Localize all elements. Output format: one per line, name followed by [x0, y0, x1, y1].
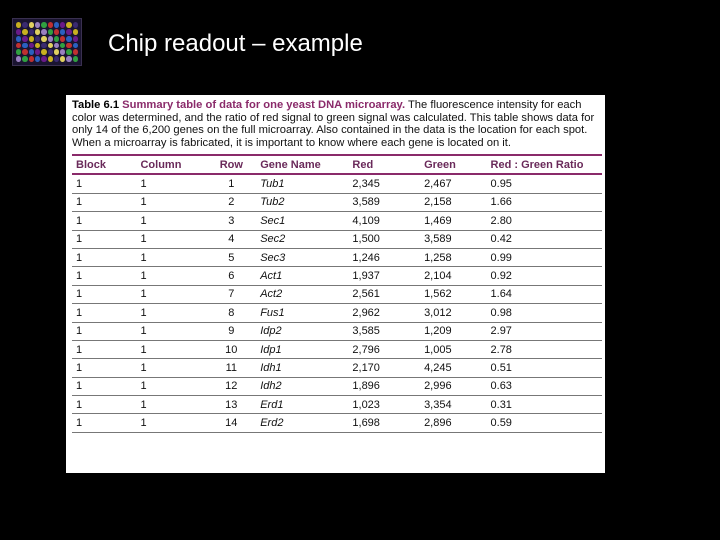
logo-spot — [54, 43, 59, 49]
cell-gene: Idp1 — [256, 340, 348, 358]
table-row — [72, 396, 602, 414]
logo-spot — [35, 36, 40, 42]
cell-red: 2,796 — [348, 340, 420, 358]
cell-block: 1 — [72, 212, 136, 230]
logo-spot — [29, 22, 34, 28]
logo-spot — [54, 29, 59, 35]
cell-red: 2,561 — [348, 285, 420, 303]
table-label: Table 6.1 — [72, 99, 120, 111]
cell-block: 1 — [72, 174, 136, 193]
table-row — [72, 193, 602, 211]
logo-spot — [60, 56, 65, 62]
cell-gene: Tub1 — [256, 174, 348, 193]
cell-green: 3,589 — [420, 230, 486, 248]
column-header-column: Column — [136, 155, 206, 174]
logo-spot — [16, 36, 21, 42]
column-header-green: Green — [420, 155, 486, 174]
cell-ratio: 0.98 — [487, 304, 602, 322]
logo-spot — [22, 36, 27, 42]
cell-ratio: 2.97 — [487, 322, 602, 340]
logo-spot — [16, 49, 21, 55]
header-row — [72, 155, 602, 174]
cell-ratio: 0.59 — [487, 414, 602, 432]
cell-red: 3,589 — [348, 193, 420, 211]
cell-gene: Idh1 — [256, 359, 348, 377]
logo-spot — [60, 43, 65, 49]
cell-green: 1,562 — [420, 285, 486, 303]
cell-column: 1 — [136, 304, 206, 322]
cell-ratio: 0.42 — [487, 230, 602, 248]
table-figure — [66, 95, 605, 473]
logo-spot — [16, 43, 21, 49]
logo-spot — [54, 36, 59, 42]
cell-ratio: 0.31 — [487, 396, 602, 414]
table-row — [72, 248, 602, 266]
logo-spot — [66, 36, 71, 42]
table-row — [72, 340, 602, 358]
cell-row: 14 — [206, 414, 256, 432]
logo-spot — [41, 43, 46, 49]
cell-column: 1 — [136, 322, 206, 340]
cell-gene: Idh2 — [256, 377, 348, 395]
logo-spot — [66, 56, 71, 62]
logo-spot — [35, 29, 40, 35]
logo-spot — [60, 22, 65, 28]
cell-row: 13 — [206, 396, 256, 414]
table-row — [72, 304, 602, 322]
cell-row: 9 — [206, 322, 256, 340]
logo-spot — [41, 22, 46, 28]
logo-spot — [73, 29, 78, 35]
logo-spot — [22, 22, 27, 28]
cell-gene: Idp2 — [256, 322, 348, 340]
logo-spot — [41, 49, 46, 55]
cell-ratio: 0.99 — [487, 248, 602, 266]
logo-spot — [66, 43, 71, 49]
table-row — [72, 285, 602, 303]
cell-row: 5 — [206, 248, 256, 266]
cell-gene: Sec1 — [256, 212, 348, 230]
table-row — [72, 230, 602, 248]
logo-spot — [48, 56, 53, 62]
cell-column: 1 — [136, 230, 206, 248]
cell-row: 8 — [206, 304, 256, 322]
logo-spot — [22, 56, 27, 62]
cell-block: 1 — [72, 230, 136, 248]
cell-red: 3,585 — [348, 322, 420, 340]
logo-spot — [60, 29, 65, 35]
logo-spot — [41, 56, 46, 62]
cell-green: 2,467 — [420, 174, 486, 193]
cell-red: 4,109 — [348, 212, 420, 230]
cell-row: 6 — [206, 267, 256, 285]
table-row — [72, 322, 602, 340]
logo-spot — [29, 36, 34, 42]
cell-ratio: 0.92 — [487, 267, 602, 285]
cell-column: 1 — [136, 212, 206, 230]
cell-block: 1 — [72, 396, 136, 414]
cell-gene: Tub2 — [256, 193, 348, 211]
cell-red: 1,698 — [348, 414, 420, 432]
logo-spot — [48, 43, 53, 49]
cell-ratio: 1.64 — [487, 285, 602, 303]
column-header-gene: Gene Name — [256, 155, 348, 174]
cell-column: 1 — [136, 285, 206, 303]
table-row — [72, 212, 602, 230]
logo-spot — [48, 22, 53, 28]
cell-block: 1 — [72, 322, 136, 340]
logo-spot — [22, 49, 27, 55]
cell-gene: Fus1 — [256, 304, 348, 322]
cell-gene: Act1 — [256, 267, 348, 285]
cell-column: 1 — [136, 414, 206, 432]
logo-spot — [73, 56, 78, 62]
cell-ratio: 0.95 — [487, 174, 602, 193]
cell-column: 1 — [136, 340, 206, 358]
cell-column: 1 — [136, 377, 206, 395]
cell-column: 1 — [136, 396, 206, 414]
cell-block: 1 — [72, 340, 136, 358]
column-header-row: Row — [206, 155, 256, 174]
logo-spot — [29, 49, 34, 55]
cell-red: 1,246 — [348, 248, 420, 266]
cell-row: 3 — [206, 212, 256, 230]
logo-spot — [73, 43, 78, 49]
logo-spot — [22, 43, 27, 49]
cell-red: 2,170 — [348, 359, 420, 377]
cell-ratio: 2.80 — [487, 212, 602, 230]
logo-spot — [41, 29, 46, 35]
cell-red: 1,023 — [348, 396, 420, 414]
slide-title: Chip readout – example — [108, 30, 363, 57]
cell-block: 1 — [72, 193, 136, 211]
cell-green: 3,012 — [420, 304, 486, 322]
cell-gene: Erd1 — [256, 396, 348, 414]
logo-spot — [16, 29, 21, 35]
logo-spot — [48, 29, 53, 35]
logo-spot — [66, 49, 71, 55]
cell-red: 1,896 — [348, 377, 420, 395]
logo-spot — [29, 56, 34, 62]
table-description: The fluorescence intensity for each color was determined, and the ratio of red signal to green signal was calculated. This table shows data for only 14 of the 6,200 genes on the full microarray. Also contained in the data is the location for each spot. When a microarray is fabricated, it is important to know where each gene is located on it. — [72, 99, 595, 149]
cell-green: 4,245 — [420, 359, 486, 377]
cell-green: 1,005 — [420, 340, 486, 358]
logo-spot — [73, 49, 78, 55]
cell-red: 2,962 — [348, 304, 420, 322]
cell-block: 1 — [72, 267, 136, 285]
table-row — [72, 267, 602, 285]
logo-spot — [29, 29, 34, 35]
logo-spot — [48, 49, 53, 55]
cell-ratio: 0.63 — [487, 377, 602, 395]
logo-spot — [60, 49, 65, 55]
logo-spot — [35, 49, 40, 55]
cell-ratio: 0.51 — [487, 359, 602, 377]
cell-block: 1 — [72, 414, 136, 432]
cell-green: 2,158 — [420, 193, 486, 211]
column-header-block: Block — [72, 155, 136, 174]
cell-gene: Sec3 — [256, 248, 348, 266]
logo-spot — [16, 56, 21, 62]
cell-row: 12 — [206, 377, 256, 395]
microarray-logo — [12, 18, 82, 66]
cell-green: 1,209 — [420, 322, 486, 340]
cell-block: 1 — [72, 285, 136, 303]
cell-gene: Act2 — [256, 285, 348, 303]
cell-column: 1 — [136, 359, 206, 377]
logo-spot — [22, 29, 27, 35]
logo-spot — [35, 56, 40, 62]
cell-green: 1,469 — [420, 212, 486, 230]
logo-spot — [73, 22, 78, 28]
table-title: Summary table of data for one yeast DNA microarray. — [122, 99, 406, 111]
table-row — [72, 359, 602, 377]
logo-spot — [29, 43, 34, 49]
logo-spot — [73, 36, 78, 42]
table-caption — [72, 99, 599, 149]
cell-green: 2,996 — [420, 377, 486, 395]
cell-red: 1,937 — [348, 267, 420, 285]
cell-column: 1 — [136, 193, 206, 211]
logo-spot — [41, 36, 46, 42]
table-row — [72, 377, 602, 395]
cell-block: 1 — [72, 248, 136, 266]
logo-spot — [66, 22, 71, 28]
cell-row: 10 — [206, 340, 256, 358]
cell-row: 11 — [206, 359, 256, 377]
cell-column: 1 — [136, 174, 206, 193]
cell-green: 2,104 — [420, 267, 486, 285]
data-table — [72, 154, 602, 432]
logo-spot — [35, 22, 40, 28]
column-header-red: Red — [348, 155, 420, 174]
cell-ratio: 2.78 — [487, 340, 602, 358]
logo-spot — [48, 36, 53, 42]
cell-block: 1 — [72, 304, 136, 322]
logo-spot — [54, 56, 59, 62]
logo-spot — [66, 29, 71, 35]
logo-spot — [54, 22, 59, 28]
table-row — [72, 174, 602, 193]
cell-block: 1 — [72, 359, 136, 377]
cell-red: 1,500 — [348, 230, 420, 248]
logo-spot — [35, 43, 40, 49]
cell-ratio: 1.66 — [487, 193, 602, 211]
cell-green: 3,354 — [420, 396, 486, 414]
cell-row: 7 — [206, 285, 256, 303]
table-row — [72, 414, 602, 432]
cell-green: 2,896 — [420, 414, 486, 432]
cell-column: 1 — [136, 267, 206, 285]
cell-column: 1 — [136, 248, 206, 266]
cell-gene: Sec2 — [256, 230, 348, 248]
cell-gene: Erd2 — [256, 414, 348, 432]
cell-row: 4 — [206, 230, 256, 248]
cell-block: 1 — [72, 377, 136, 395]
column-header-ratio: Red : Green Ratio — [487, 155, 602, 174]
cell-red: 2,345 — [348, 174, 420, 193]
logo-spot — [60, 36, 65, 42]
logo-spot — [54, 49, 59, 55]
cell-row: 1 — [206, 174, 256, 193]
cell-row: 2 — [206, 193, 256, 211]
cell-green: 1,258 — [420, 248, 486, 266]
logo-spot — [16, 22, 21, 28]
